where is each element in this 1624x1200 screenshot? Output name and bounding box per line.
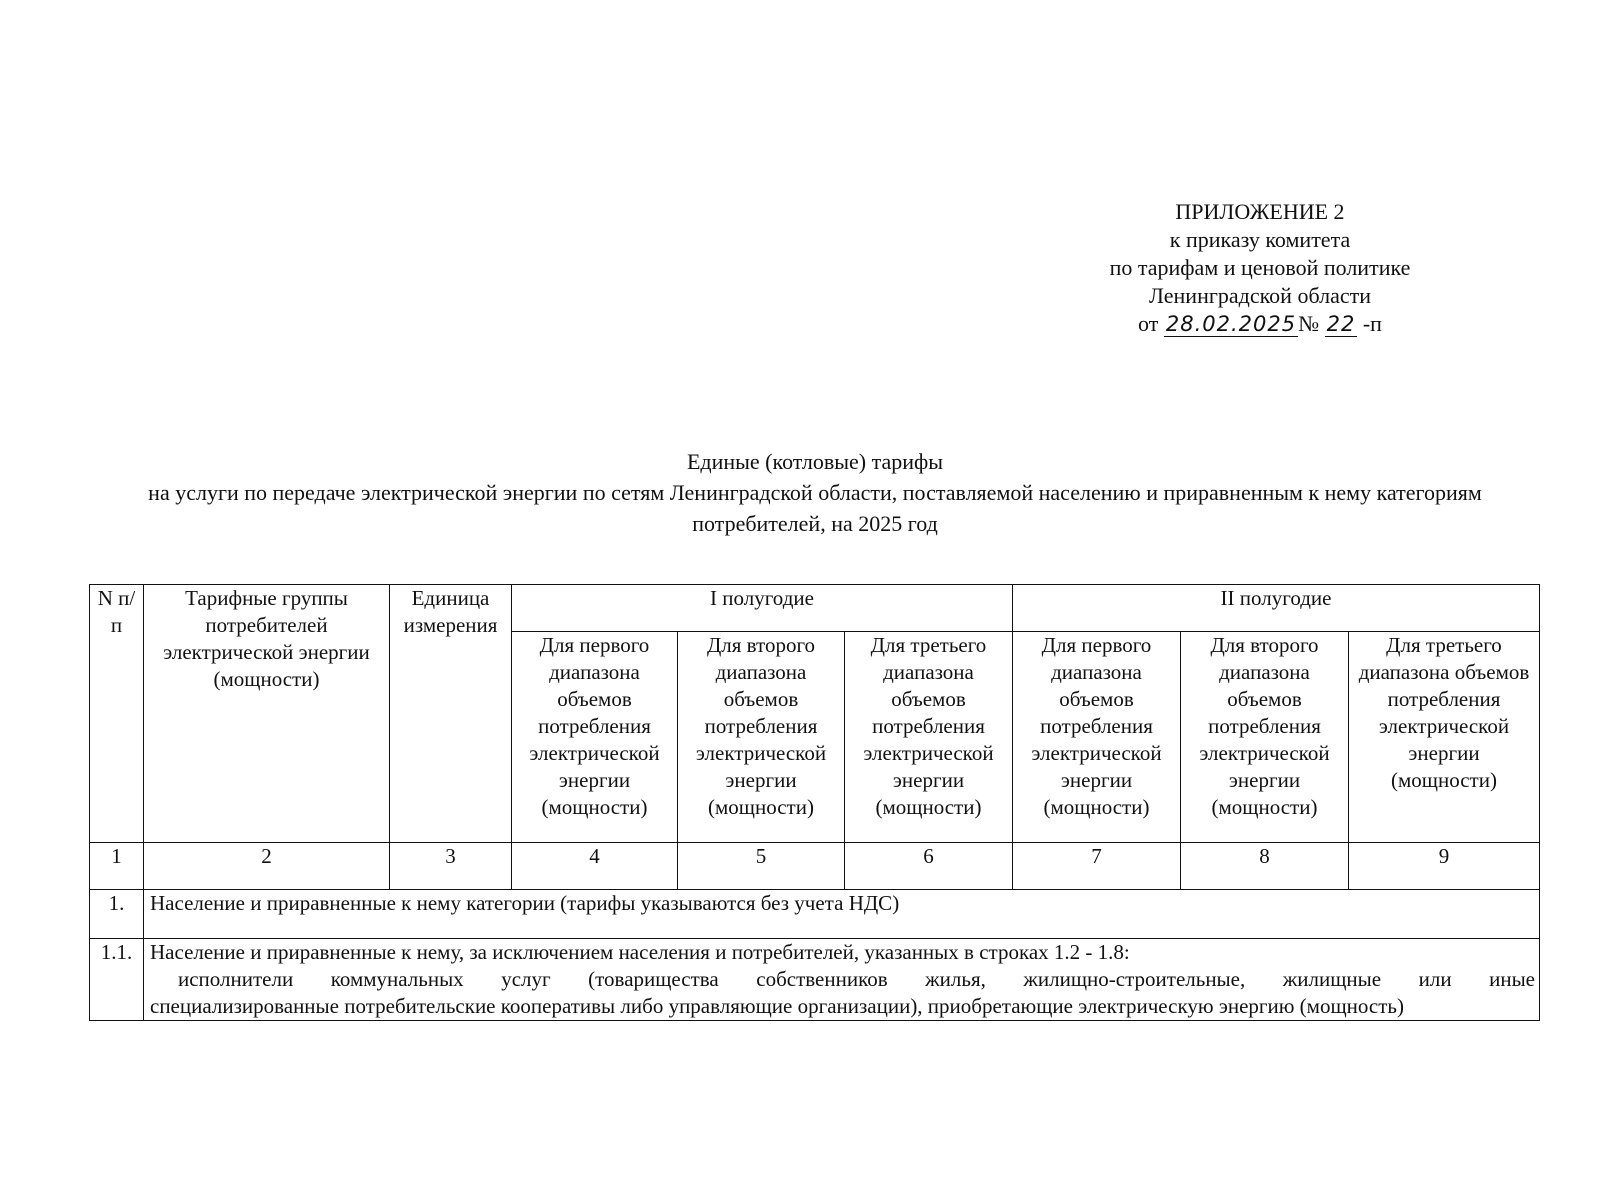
column-number: 9: [1349, 843, 1540, 890]
header-groups: Тарифные группы потребителей электрической энергии (мощности): [144, 585, 390, 843]
header-h2-range-1: Для первого диапазона объемов потребления электрической энергии (мощности): [1013, 632, 1181, 843]
table-row: [90, 939, 1540, 1021]
header-h1-range-3: Для третьего диапазона объемов потребления электрической энергии (мощности): [845, 632, 1013, 843]
date-prefix: от: [1138, 311, 1159, 336]
number-sign: №: [1298, 311, 1320, 336]
row-number: 1.1.: [90, 939, 144, 1021]
column-number-row: [90, 843, 1540, 890]
title-line-1: Единые (котловые) тарифы: [686, 449, 944, 474]
handwritten-number: 22: [1326, 312, 1356, 336]
document-title: [60, 446, 1570, 539]
header-h2-range-3: Для третьего диапазона объемов потребления электрической энергии (мощности): [1349, 632, 1540, 843]
appendix-line-region: Ленинградской области: [1149, 283, 1371, 308]
appendix-line-date: [1080, 310, 1440, 338]
row-description: [144, 939, 1540, 1021]
header-row-1: [90, 585, 1540, 632]
column-number: 1: [90, 843, 144, 890]
row-number: 1.: [90, 890, 144, 939]
column-number: 8: [1181, 843, 1349, 890]
row-description: Население и приравненные к нему категории (тарифы указываются без учета НДС): [144, 890, 1540, 939]
title-line-2: на услуги по передаче электрической энергии по сетям Ленинградской области, поставляемой населению и приравненным к нему категориям: [148, 480, 1482, 505]
header-h2-range-2: Для второго диапазона объемов потребления электрической энергии (мощности): [1181, 632, 1349, 843]
appendix-line-committee: по тарифам и ценовой политике: [1109, 255, 1411, 280]
appendix-title: ПРИЛОЖЕНИЕ 2: [1175, 199, 1345, 224]
column-number: 7: [1013, 843, 1181, 890]
column-number: 2: [144, 843, 390, 890]
number-suffix: -п: [1362, 311, 1382, 336]
header-half-1: I полугодие: [512, 585, 1013, 632]
header-h1-range-1: Для первого диапазона объемов потребления электрической энергии (мощности): [512, 632, 678, 843]
header-half-2: II полугодие: [1013, 585, 1540, 632]
row-description-line-2: исполнители коммунальных услуг (товарищества собственников жилья, жилищно-строительные, жилищные или иные: [178, 967, 1535, 991]
column-number: 6: [845, 843, 1013, 890]
tariff-table: [89, 584, 1540, 1021]
appendix-line-order: к приказу комитета: [1169, 227, 1351, 252]
title-line-3: потребителей, на 2025 год: [692, 511, 938, 536]
row-description-line-1: Население и приравненные к нему, за исключением населения и потребителей, указанных в строках 1.2 - 1.8:: [150, 940, 1130, 964]
appendix-header: [1080, 198, 1440, 338]
column-number: 3: [390, 843, 512, 890]
header-h1-range-2: Для второго диапазона объемов потребления электрической энергии (мощности): [678, 632, 845, 843]
handwritten-date: 28.02.2025: [1165, 312, 1297, 336]
column-number: 5: [678, 843, 845, 890]
header-unit: Единица измерения: [390, 585, 512, 843]
header-num: N п/п: [90, 585, 144, 843]
table-row: [90, 890, 1540, 939]
row-description-line-3: специализированные потребительские кооперативы либо управляющие организации), приобретающие электрическую энергию (мощность): [150, 994, 1404, 1018]
column-number: 4: [512, 843, 678, 890]
